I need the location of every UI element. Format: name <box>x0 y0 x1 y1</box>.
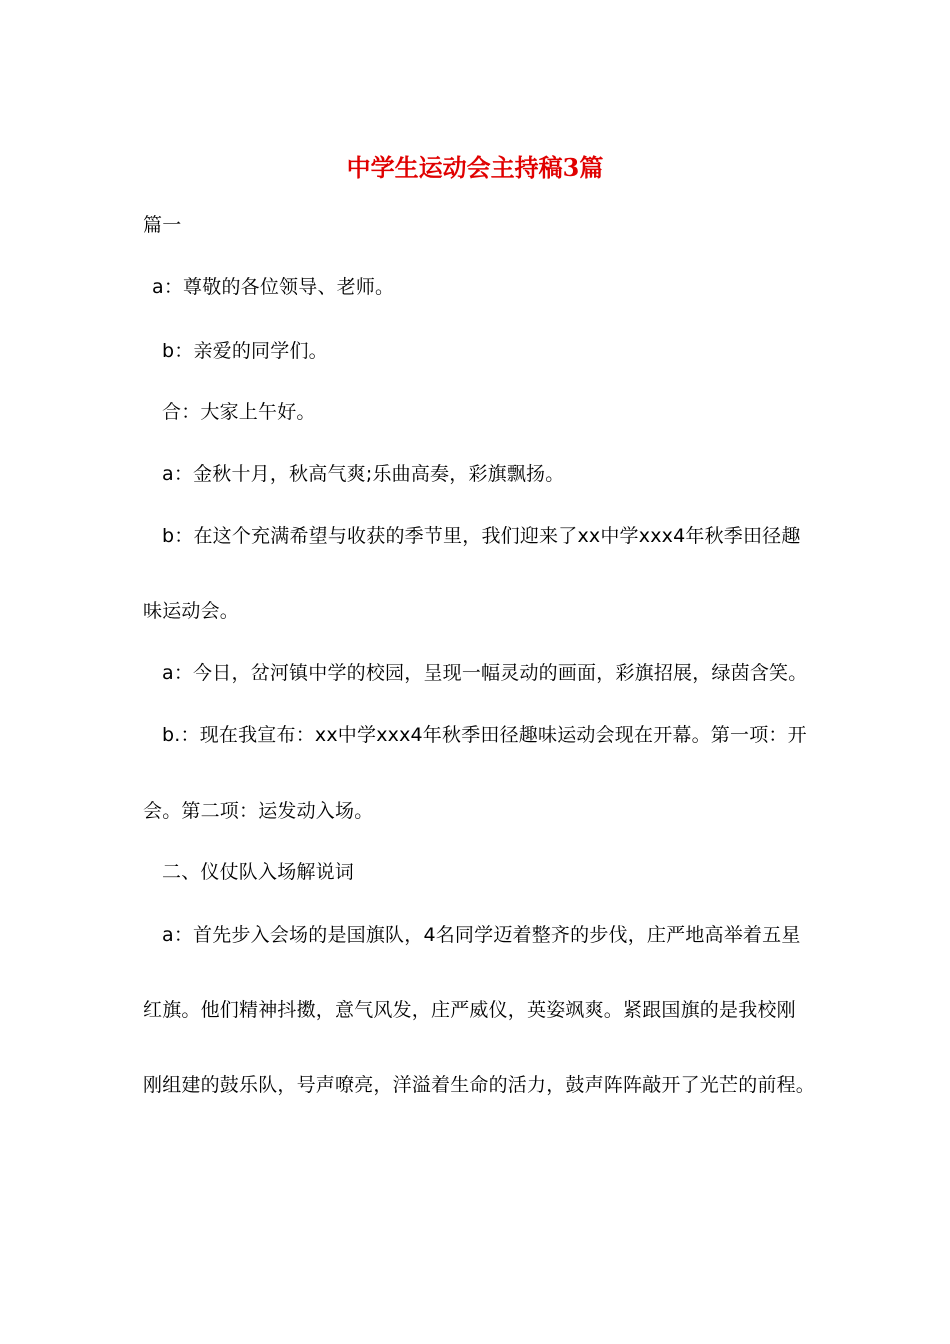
paragraph-line: a：金秋十月，秋高气爽;乐曲高奏，彩旗飘扬。 <box>162 463 565 485</box>
paragraph-line: a：今日，岔河镇中学的校园，呈现一幅灵动的画面，彩旗招展，绿茵含笑。 <box>162 662 808 684</box>
paragraph-line: b：在这个充满希望与收获的季节里，我们迎来了xx中学xxx4年秋季田径趣 <box>162 525 801 547</box>
section-heading: 篇一 <box>143 214 182 236</box>
document-title: 中学生运动会主持稿3篇 <box>346 153 604 182</box>
paragraph-line: b：亲爱的同学们。 <box>162 340 328 362</box>
paragraph-line: a：尊敬的各位领导、老师。 <box>152 276 395 298</box>
paragraph-line: 刚组建的鼓乐队，号声嘹亮，洋溢着生命的活力，鼓声阵阵敲开了光芒的前程。 <box>143 1074 816 1096</box>
paragraph-line: 合：大家上午好。 <box>162 401 316 423</box>
paragraph-line: 会。第二项：运发动入场。 <box>143 800 374 822</box>
paragraph-line: 红旗。他们精神抖擞，意气风发，庄严威仪，英姿飒爽。紧跟国旗的是我校刚 <box>143 999 796 1021</box>
paragraph-line: 味运动会。 <box>143 600 240 622</box>
section-heading: 二、仪仗队入场解说词 <box>162 861 355 883</box>
paragraph-line: b.：现在我宣布：xx中学xxx4年秋季田径趣味运动会现在开幕。第一项：开 <box>162 724 807 746</box>
paragraph-line: a：首先步入会场的是国旗队，4名同学迈着整齐的步伐，庄严地高举着五星 <box>162 924 801 946</box>
